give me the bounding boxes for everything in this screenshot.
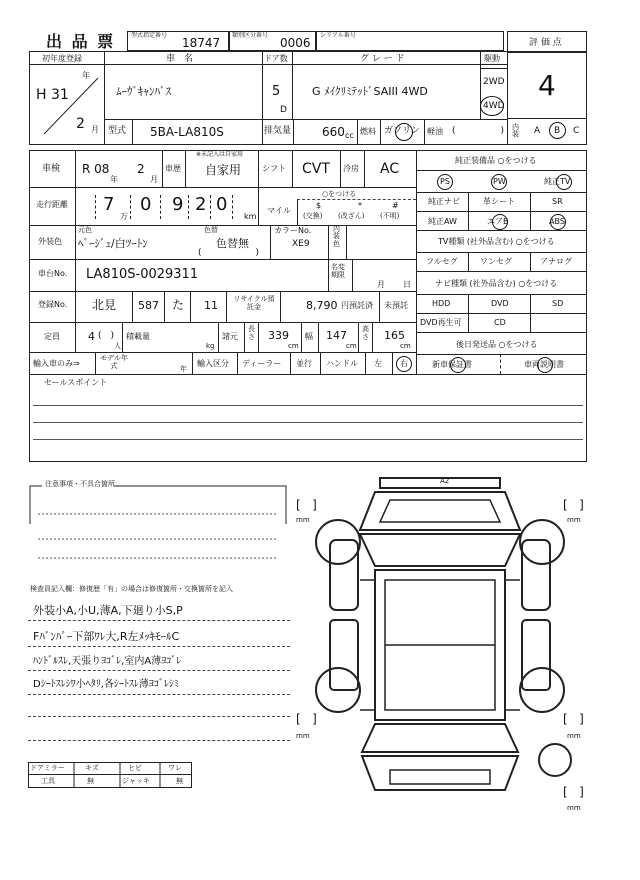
import-label: 輸入車のみ⇒: [33, 359, 80, 368]
mile-label: マイル: [267, 206, 291, 215]
load-label: 積載量: [126, 332, 150, 341]
shift-label: シフト: [262, 164, 286, 173]
later-warranty: 新車保証書: [432, 360, 472, 369]
form-title: 出 品 票: [46, 32, 116, 51]
displacement-value: 660: [322, 125, 345, 139]
type-no-label: 型式指定番号: [131, 32, 168, 39]
orig-color-value: ﾍﾞｰｼﾞｭ/白ﾂｰﾄﾝ: [78, 237, 148, 250]
type-no-value: 18747: [182, 36, 221, 50]
score-label: 評 価 点: [529, 38, 562, 48]
handle-right: 右: [400, 359, 408, 368]
mile-desc-tamper: (改ざん): [338, 212, 365, 220]
tv-fullseg: フルセグ: [426, 257, 458, 266]
reg-label: 登録No.: [38, 300, 68, 309]
equip-ps-circle: [437, 174, 453, 190]
mirror-header-mirror: ドアミラー: [30, 764, 65, 772]
mirror-header-scratch: キズ: [85, 764, 99, 772]
capacity-unit: 人: [114, 342, 121, 350]
displacement-label: 排気量: [264, 126, 292, 136]
car-damage-diagram: [290, 470, 590, 810]
inspector-note-2: Fﾊﾞﾝﾊﾟｰ下部ﾜﾚ大,R左ﾒｯｷﾓｰﾙC: [33, 630, 180, 643]
recycle-label: リサイクル預託金: [233, 295, 275, 312]
color-change-label: 色替: [204, 226, 218, 234]
height-label: 高さ: [362, 325, 369, 341]
mirror-header-break: ワレ: [168, 764, 182, 772]
inspector-note-1: 外装小A,小U,薄A,下廻り小S,P: [33, 604, 183, 617]
serial-label: シリアル番号: [320, 32, 356, 39]
cd: CD: [494, 318, 506, 327]
mirror-header-crack: ヒビ: [128, 764, 142, 772]
oil-paren: ( ): [452, 126, 505, 136]
grade-label: グ レ ー ド: [360, 54, 405, 64]
height-value: 165: [384, 329, 405, 342]
color-change-paren: ( ): [198, 248, 260, 258]
first-reg-month-unit: 月: [91, 125, 99, 134]
equip-pw: PW: [493, 177, 506, 186]
sales-point-label: セールスポイント: [44, 378, 108, 387]
later-manual: 車両説明書: [524, 360, 564, 369]
tread-fl-mm: mm: [296, 516, 310, 524]
interior-color-label: 内装色: [333, 225, 340, 248]
inspection-label: 車検: [42, 164, 61, 174]
dvd-play: DVD再生可: [420, 318, 462, 327]
diagram-code: A2: [440, 477, 450, 485]
equip-abs-circle: [550, 214, 566, 230]
handle-label: ハンドル: [326, 359, 358, 368]
tv-title: TV種類 (社外品含む) ○をつける: [438, 237, 555, 246]
ac-label: 冷房: [343, 164, 359, 173]
usage-label: 車歴: [165, 164, 181, 173]
drive-4wd: 4WD: [483, 101, 505, 111]
tread-fr-mm: mm: [567, 516, 581, 524]
mile-circle-note: ○をつける: [322, 190, 357, 198]
first-reg-year-unit: 年: [82, 71, 90, 80]
color-change-value: 色替無: [216, 237, 249, 250]
name-change-month: 月: [377, 280, 385, 289]
equip-sr: SR: [552, 197, 563, 206]
mileage-km-unit: km: [244, 212, 257, 221]
notes-title: 注意事項・不具合箇所: [45, 480, 115, 488]
equip-airbag: エアB: [487, 217, 509, 226]
tread-spare-bracket: [ ]: [563, 785, 584, 799]
tread-rr-bracket: [ ]: [563, 712, 584, 726]
navi-hdd: HDD: [432, 299, 451, 308]
tread-rl-mm: mm: [296, 732, 310, 740]
displacement-unit: cc: [345, 131, 354, 140]
width-label: 幅: [305, 332, 313, 341]
doors-value: 5: [272, 84, 281, 99]
tv-analog: アナログ: [540, 257, 572, 266]
navi-title: ナビ種類 (社外品含む) ○をつける: [435, 279, 558, 288]
jack-value: 無: [176, 777, 183, 785]
tread-rr-mm: mm: [567, 732, 581, 740]
name-change-label: 名変期限: [331, 263, 345, 280]
tread-rl-bracket: [ ]: [296, 712, 317, 726]
equip-tv-circle: [556, 174, 572, 190]
tool-value: 無: [87, 777, 94, 785]
ac-value: AC: [380, 161, 400, 177]
mileage-digit-1: 7: [103, 194, 115, 215]
load-unit: kg: [206, 342, 215, 350]
fuel-value: ガソリン: [384, 126, 421, 136]
fuel-circle: [395, 123, 413, 141]
dims-label: 諸元: [222, 332, 238, 341]
capacity-value: 4: [88, 330, 95, 343]
color-label: 外装色: [38, 237, 62, 246]
tread-spare-mm: mm: [567, 804, 581, 812]
tv-oneseg: ワンセグ: [480, 257, 512, 266]
mile-opt-exchange: $: [316, 201, 322, 210]
length-value: 339: [268, 329, 289, 342]
equip-abs: ABS: [549, 217, 565, 226]
tread-fl-bracket: [ ]: [296, 498, 317, 512]
inspection-month-unit: 月: [150, 175, 158, 184]
capacity-paren: ( ): [98, 331, 115, 341]
equip-pw-circle: [491, 174, 507, 190]
length-unit: cm: [288, 342, 299, 350]
width-unit: cm: [346, 342, 357, 350]
car-name-label: 車 名: [166, 54, 194, 64]
reg-kana: た: [172, 298, 185, 312]
drive-4wd-circle: [480, 96, 504, 116]
mile-desc-unknown: (不明): [380, 212, 400, 220]
class-no-label: 類別区分番号: [232, 32, 269, 39]
inspector-note-4: Dｼｰﾄｽﾚｼﾜ小ﾍﾀﾘ,各ｼｰﾄｽﾚ薄ﾖｺﾞﾚｼﾐ: [33, 679, 179, 690]
usage-note: ※未記入は自家用: [196, 151, 244, 158]
model-year-label: モデル年式: [100, 354, 128, 371]
mileage-digit-5: 0: [216, 194, 228, 215]
reg-area: 北見: [92, 298, 117, 312]
equip-ps: PS: [440, 177, 450, 186]
name-change-day: 日: [403, 280, 411, 289]
model-label: 型式: [108, 126, 127, 136]
mileage-digit-2: 0: [140, 194, 152, 215]
mile-desc-exchange: (交換): [303, 212, 323, 220]
inspector-title: 検査員記入欄：修復歴「有」の場合は修復箇所・交換箇所を記入: [30, 585, 233, 593]
capacity-label: 定員: [44, 332, 60, 341]
height-unit: cm: [400, 342, 411, 350]
reg-number: 11: [204, 299, 218, 312]
equip-leather: 革シート: [483, 197, 515, 206]
mileage-man-unit: 万: [120, 212, 128, 221]
import-parallel: 並行: [296, 359, 312, 368]
usage-value: 自家用: [205, 163, 242, 177]
equip-tv: 純正TV: [544, 177, 571, 186]
recycle-value: 8,790: [306, 299, 338, 312]
chassis-label: 車台No.: [38, 269, 68, 278]
later-warranty-circle: [450, 357, 466, 373]
drive-2wd: 2WD: [483, 77, 505, 87]
interior-grade-b: B: [554, 126, 561, 136]
import-type-label: 輸入区分: [197, 359, 229, 368]
equip-airbag-circle: [492, 214, 508, 230]
color-no-value: XE9: [292, 239, 310, 249]
orig-color-label: 元色: [78, 226, 92, 234]
interior-label: 内装: [512, 123, 519, 138]
width-value: 147: [326, 329, 347, 342]
mile-opt-tamper: *: [358, 201, 362, 210]
recycle-unit: 円預託済: [341, 301, 373, 310]
length-label: 長さ: [248, 325, 255, 341]
later-title: 後日発送品 ○をつける: [456, 340, 538, 349]
navi-sd: SD: [552, 299, 564, 308]
car-name-value: ﾑｰｳﾞｷｬﾝﾊﾞｽ: [116, 85, 171, 98]
first-reg-year: H 31: [36, 87, 69, 103]
inspection-month: 2: [137, 162, 145, 176]
drive-label: 駆動: [484, 54, 500, 63]
model-value: 5BA-LA810S: [150, 125, 224, 139]
equip-navi: 純正ナビ: [428, 197, 460, 206]
tread-fr-bracket: [ ]: [563, 498, 584, 512]
jack-label: ジャッキ: [122, 777, 150, 785]
navi-dvd: DVD: [491, 299, 509, 308]
score-value: 4: [538, 69, 556, 102]
inspector-note-3: ﾊﾝﾄﾞﾙｽﾚ,天張りﾖｺﾞﾚ,室内A薄ﾖｺﾞﾚ: [33, 656, 182, 667]
model-year-unit: 年: [180, 365, 187, 373]
mileage-label: 走行距離: [36, 200, 68, 209]
handle-right-circle: [396, 356, 412, 372]
import-dealer: ディーラー: [242, 359, 282, 368]
mileage-digit-4: 2: [195, 194, 207, 215]
first-reg-month: 2: [76, 116, 85, 132]
tool-label: 工具: [41, 777, 55, 785]
shift-value: CVT: [302, 161, 330, 177]
later-manual-circle: [537, 357, 553, 373]
handle-left: 左: [374, 359, 382, 368]
mile-opt-unknown: #: [392, 201, 399, 210]
interior-grade-circle: [549, 122, 566, 139]
interior-grade-c: C: [573, 126, 580, 136]
fuel-label: 燃料: [360, 127, 376, 136]
recycle-status: 未預託: [384, 301, 408, 310]
notes-bracket: [28, 484, 290, 564]
inspection-year-unit: 年: [110, 175, 118, 184]
grade-value: G ﾒｲｸﾘﾐﾃｯﾄﾞSAIII 4WD: [312, 85, 428, 98]
doors-label: ドア数: [264, 54, 288, 63]
mileage-digit-3: 9: [172, 194, 184, 215]
class-no-value: 0006: [280, 36, 311, 50]
oil-label: 軽油: [427, 127, 443, 136]
first-reg-label: 初年度登録: [42, 54, 82, 63]
door-type-value: D: [280, 105, 287, 115]
equip-aw: 純正AW: [428, 217, 457, 226]
chassis-value: LA810S-0029311: [86, 267, 199, 282]
inspection-year: R 08: [82, 162, 110, 176]
color-no-label: カラーNo.: [274, 226, 312, 235]
reg-class: 587: [138, 299, 159, 312]
genuine-title: 純正装備品 ○をつける: [455, 156, 537, 165]
interior-grade-a: A: [534, 126, 541, 136]
